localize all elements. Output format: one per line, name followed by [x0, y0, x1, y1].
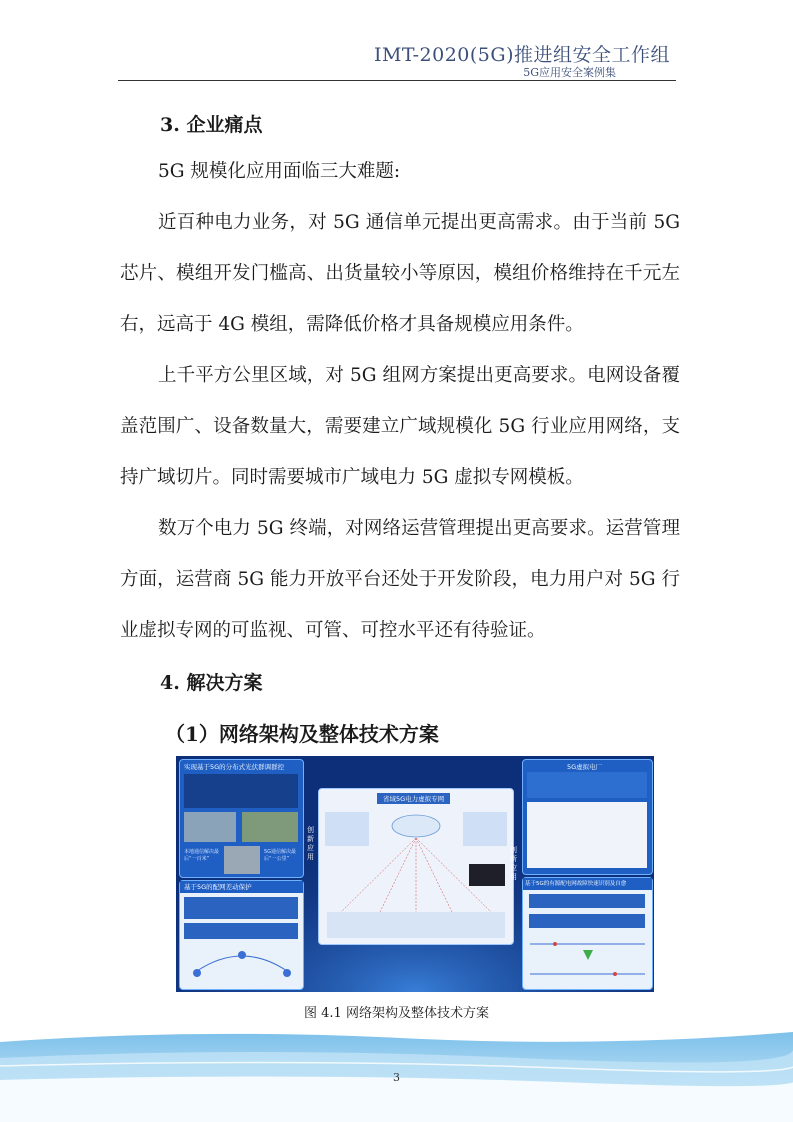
- paragraph-network-demand: 上千平方公里区域，对 5G 组网方案提出更高要求。电网设备覆盖范围广、设备数量大，需要建立广域规模化 5G 行业应用网络，支持广域切片。同时需要城市广域电力 5G 虚拟专网模板。: [120, 365, 680, 488]
- section-4-subheading: （1）网络架构及整体技术方案: [165, 722, 439, 746]
- panel-distributed-pv: [179, 759, 304, 878]
- paragraph-terminal-demand: 近百种电力业务，对 5G 通信单元提出更高需求。由于当前 5G 芯片、模组开发门槛高、出货量较小等原因，模组价格维持在千元左右，远高于 4G 模组，需降低价格才具备规模应用条件。: [120, 212, 680, 335]
- panel-fault-recovery: [522, 877, 653, 990]
- pv-photo-3: [224, 846, 260, 874]
- panel-virtual-power-plant: [522, 759, 653, 875]
- pv-note-local: 本地通信解决最后“一百米”: [184, 849, 220, 862]
- section-3-heading: 3. 企业痛点: [160, 114, 263, 136]
- panel-distributed-pv-text-block: [184, 774, 298, 808]
- fault-recovery-diagram: [525, 930, 650, 988]
- pv-note-5g: 5G通信解决最后“一公里”: [264, 849, 297, 862]
- panel-differential-protection-text-block: [184, 897, 298, 919]
- header-title: IMT-2020(5G)推进组安全工作组: [373, 44, 670, 66]
- panel-virtual-power-plant-title: 5G虚拟电厂: [567, 763, 603, 771]
- panel-virtual-power-plant-diagram: [527, 802, 647, 868]
- page-number: 3: [393, 1071, 400, 1084]
- panel-distributed-pv-title: 实现基于5G的分布式光伏群调群控: [184, 763, 285, 771]
- panel-virtual-power-plant-text-block: [527, 772, 647, 798]
- panel-differential-protection-title: 基于5G的配网差动保护: [180, 881, 303, 893]
- page-header: [118, 38, 676, 81]
- left-innovation-label: 创新应用: [307, 826, 314, 861]
- figure-caption: 图 4.1 网络架构及整体技术方案: [304, 1006, 489, 1021]
- panel-provincial-5g-network-title: 省域5G电力虚拟专网: [377, 793, 450, 804]
- paragraph-intro: 5G 规模化应用面临三大难题:: [158, 161, 401, 182]
- panel-differential-protection-text-block-2: [184, 923, 298, 939]
- pv-photo-1: [184, 812, 236, 842]
- architecture-figure: [176, 756, 654, 992]
- panel-fault-recovery-text-block: [529, 894, 645, 908]
- section-4-heading: 4. 解决方案: [160, 672, 263, 694]
- panel-differential-protection: [179, 880, 304, 990]
- panel-fault-recovery-title: 基于5G的有源配电网故障快速识别及自愈: [523, 878, 652, 890]
- right-innovation-label: 创新应用: [510, 846, 517, 881]
- panel-fault-recovery-text-block-2: [529, 914, 645, 928]
- panel-provincial-5g-network: [318, 788, 514, 945]
- network-topology-diagram: [319, 804, 513, 944]
- header-subtitle: 5G应用安全案例集: [523, 66, 616, 79]
- protection-topology-diagram: [182, 941, 302, 985]
- paragraph-operation-demand: 数万个电力 5G 终端，对网络运营管理提出更高要求。运营管理方面，运营商 5G 能力开放平台还处于开发阶段，电力用户对 5G 行业虚拟专网的可监视、可管、可控水平还有待验证。: [120, 518, 680, 641]
- pv-photo-2: [242, 812, 298, 842]
